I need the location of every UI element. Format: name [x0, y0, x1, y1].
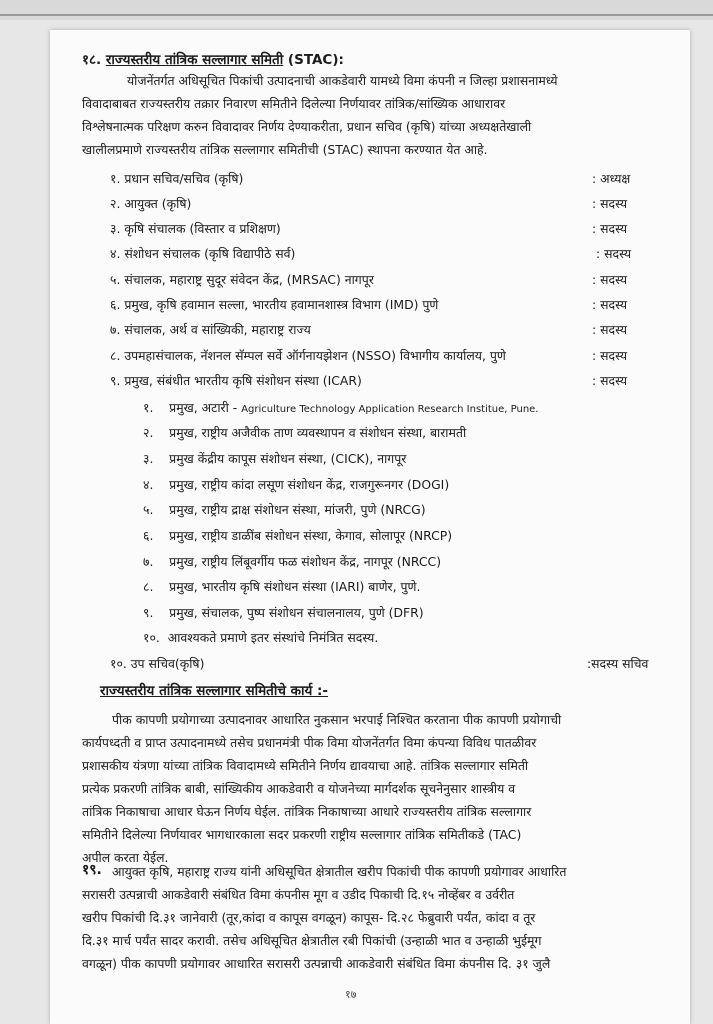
icar-item-2 [143, 424, 466, 441]
icar-item-text: प्रमुख, राष्ट्रीय लिंबूवर्गीय फळ संशोधन केंद्र, नागपूर (NRCC) [169, 554, 442, 569]
icar-item-9 [143, 604, 424, 621]
intro-line: विश्लेषनात्मक परिक्षण करुन विवादावर निर्णय देण्याकरीता, प्रधान सचिव (कृषि) यांच्या अध्यक्षतेखाली [82, 119, 532, 134]
section-18-title: राज्यस्तरीय तांत्रिक सल्लागार समिती [105, 52, 284, 68]
icar-item-7 [143, 553, 441, 570]
member-9: ९. प्रमुख, संबंधीत भारतीय कृषि संशोधन संस्था (ICAR) [110, 373, 362, 388]
icar-item-text: प्रमुख, भारतीय कृषि संशोधन संस्था (IARI) बाणेर, पुणे. [169, 579, 421, 594]
icar-item-6 [143, 527, 452, 544]
functions-heading: राज्यस्तरीय तांत्रिक सल्लागार समितीचे कार्य :- [100, 683, 329, 699]
top-strip [0, 0, 713, 20]
functions-line: समितीने दिलेल्या निर्णयावर भागधारकाला सदर प्रकरणी राष्ट्रीय सल्लागार तांत्रिक समितीकडे (TAC) [82, 827, 522, 842]
functions-line: प्रशासकीय यंत्रणा यांच्या तांत्रिक विवादामध्ये समितीने निर्णय द्यावयाचा आहे. तांत्रिक सल्लागार समिती [82, 758, 529, 773]
intro-line: खालीलप्रमाणे राज्यस्तरीय तांत्रिक सल्लागार समितीची (STAC) स्थापना करण्यात येत आहे. [82, 142, 488, 157]
member-2: २. आयुक्त (कृषि) [110, 196, 192, 211]
section-19-line: सरासरी उत्पन्नाची आकडेवारी संबंधित विमा कंपनीस मूग व उडीद पिकाची दि.१५ नोव्हेंबर व उर्वरीत [82, 887, 515, 902]
member-4: ४. संशोधन संचालक (कृषि विद्यापीठे सर्व) [110, 246, 296, 261]
icar-item-english: Agriculture Technology Application Research Institue, Pune. [241, 404, 539, 415]
member-3-role: : सदस्य [592, 221, 628, 236]
icar-item-number: २. [143, 425, 154, 440]
functions-line: पीक कापणी प्रयोगाच्या उत्पादनावर आधारित नुकसान भरपाई निश्चित करताना पीक कापणी प्रयोगाची [112, 712, 562, 727]
icar-item-number: ८. [143, 579, 154, 594]
member-5-role: : सदस्य [592, 272, 628, 287]
member-8-role: : सदस्य [592, 348, 628, 363]
section-19-line: वगळून) पीक कापणी प्रयोगावर आधारित सरासरी उत्पन्नाची आकडेवारी संबंधित विमा कंपनीस दि. ३१ जुलै [82, 956, 551, 971]
icar-item-number: ४. [143, 477, 154, 492]
member-4-role: : सदस्य [596, 246, 632, 261]
section-19-line: आयुक्त कृषि, महाराष्ट्र राज्य यांनी अधिसूचित क्षेत्रातील खरीप पिकांची पीक कापणी प्रयोगावर आधारित [112, 864, 567, 879]
icar-item-text: प्रमुख, राष्ट्रीय द्राक्ष संशोधन संस्था, मांजरी, पुणे (NRCG) [169, 502, 426, 517]
icar-item-number: १०. [143, 630, 160, 645]
top-divider [0, 14, 713, 16]
member-1-role: : अध्यक्ष [592, 171, 631, 186]
icar-item-1 [143, 399, 538, 416]
icar-item-number: ९. [143, 605, 154, 620]
icar-item-4 [143, 476, 449, 493]
section-19-number: १९. [82, 862, 102, 878]
functions-line: तांत्रिक निकाषाचा आधार घेऊन निर्णय घेईल. तांत्रिक निकाषाच्या आधारे राज्यस्तरीय तांत्रिक सल्लागार [82, 804, 532, 819]
member-5: ५. संचालक, महाराष्ट्र सुदूर संवेदन केंद्र, (MRSAC) नागपूर [110, 272, 374, 287]
functions-line: कार्यपध्दती व प्राप्त उत्पादनामध्ये तसेच प्रधानमंत्री पीक विमा योजनेंतर्गत विमा कंपन्या विविध पातळीवर [82, 735, 537, 750]
page-number: १७ [345, 988, 357, 1001]
icar-item-text: प्रमुख, राष्ट्रीय कांदा लसूण संशोधन केंद्र, राजगुरूनगर (DOGI) [169, 477, 450, 492]
member-6-role: : सदस्य [592, 297, 628, 312]
icar-item-5 [143, 501, 426, 518]
icar-item-text: प्रमुख, अटारी - [169, 400, 242, 415]
member-8: ८. उपमहासंचालक, नॅशनल सॅम्पल सर्वे ऑर्गनायझेशन (NSSO) विभागीय कार्यालय, पुणे [110, 348, 506, 363]
section-19-line: दि.३१ मार्च पर्यंत सादर करावी. तसेच अधिसूचित क्षेत्रातील रबी पिकांची (उन्हाळी भात व उन्हाळी भुईमूग [82, 933, 542, 948]
icar-item-10 [143, 629, 378, 646]
intro-paragraph [82, 70, 662, 162]
functions-line: प्रत्येक प्रकरणी तांत्रिक बाबी, सांख्यिकीय आकडेवारी व योजनेच्या मार्गदर्शक सूचनेनुसार शास्त्रीय व [82, 781, 516, 796]
member-3: ३. कृषि संचालक (विस्तार व प्रशिक्षण) [110, 221, 281, 236]
icar-item-text: प्रमुख, संचालक, पुष्प संशोधन संचालनालय, पुणे (DFR) [169, 605, 424, 620]
icar-item-number: ७. [143, 554, 154, 569]
icar-item-number: १. [143, 400, 154, 415]
icar-item-number: ५. [143, 502, 154, 517]
member-1: १. प्रधान सचिव/सचिव (कृषि) [110, 171, 244, 186]
icar-item-text: प्रमुख केंद्रीय कापूस संशोधन संस्था, (CICK), नागपूर [169, 451, 407, 466]
section-19-line: खरीप पिकांची दि.३१ जानेवारी (तूर,कांदा व कापूस वगळून) कापूस- दि.२८ फेब्रुवारी पर्यंत, कांदा व तूर [82, 910, 536, 925]
section-18-abbr: (STAC): [287, 52, 344, 68]
member-9-role: : सदस्य [592, 373, 628, 388]
section-18-heading [82, 50, 344, 68]
functions-line: अपील करता येईल. [82, 850, 169, 865]
member-10-role: :सदस्य सचिव [587, 656, 649, 671]
member-7: ७. संचालक, अर्थ व सांख्यिकी, महाराष्ट्र राज्य [110, 322, 311, 337]
icar-item-text: आवश्यकते प्रमाणे इतर संस्थांचे निमंत्रित सदस्य. [167, 630, 379, 645]
intro-line: योजनेंतर्गत अधिसूचित पिकांची उत्पादनाची आकडेवारी यामध्ये विमा कंपनी न जिल्हा प्रशासनामध्ये [127, 73, 558, 88]
member-7-role: : सदस्य [592, 322, 628, 337]
member-10: १०. उप सचिव(कृषि) [110, 656, 205, 671]
member-2-role: : सदस्य [592, 196, 628, 211]
icar-item-3 [143, 450, 406, 467]
icar-item-text: प्रमुख, राष्ट्रीय अजैवीक ताण व्यवस्थापन व संशोधन संस्था, बारामती [169, 425, 467, 440]
member-6: ६. प्रमुख, कृषि हवामान सल्ला, भारतीय हवामानशास्त्र विभाग (IMD) पुणे [110, 297, 439, 312]
icar-item-8 [143, 578, 420, 595]
icar-item-number: ६. [143, 528, 154, 543]
icar-item-text: प्रमुख, राष्ट्रीय डाळींब संशोधन संस्था, केगाव, सोलापूर (NRCP) [169, 528, 453, 543]
section-18-number: १८. [82, 52, 102, 68]
functions-paragraph [82, 709, 662, 869]
intro-line: विवादाबाबत राज्यस्तरीय तक्रार निवारण समितीने दिलेल्या निर्णयावर तांत्रिक/सांख्यिक आधारावर [82, 96, 506, 111]
icar-item-number: ३. [143, 451, 154, 466]
